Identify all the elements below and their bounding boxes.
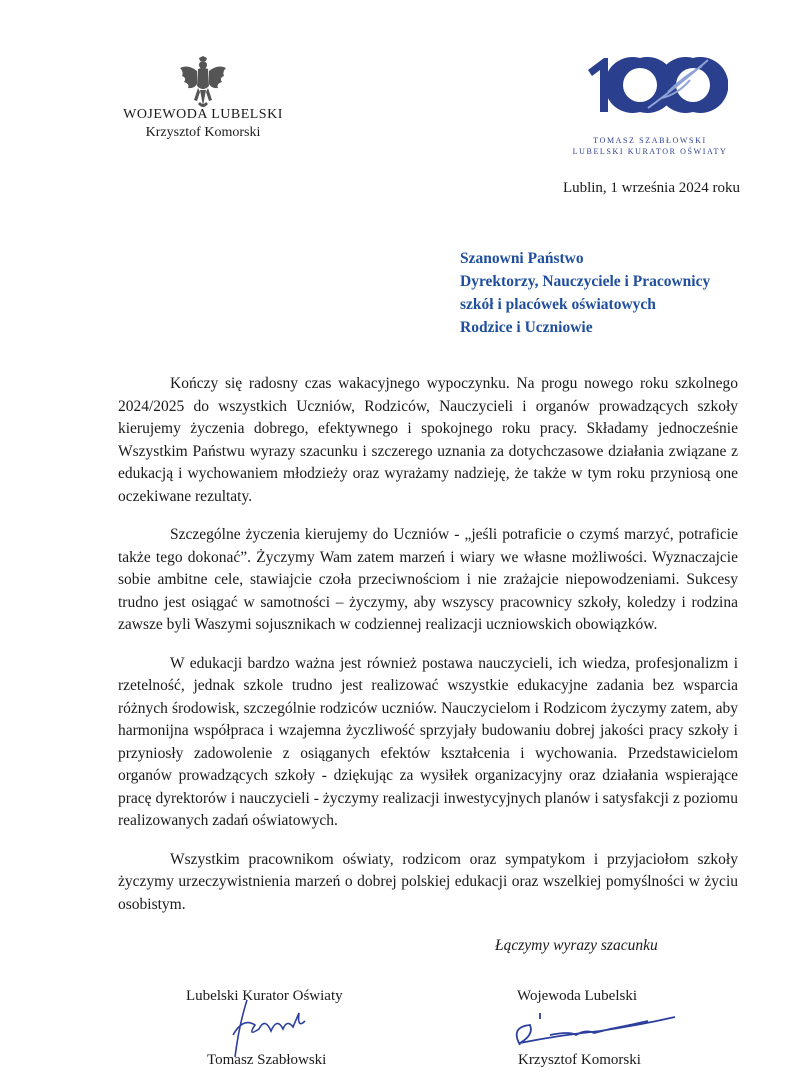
address-line: Rodzice i Uczniowie (460, 319, 593, 336)
address-block (460, 247, 710, 339)
body-paragraph: Wszystkim pracownikom oświaty, rodzicom oraz sympatykom i przyjaciołom szkoły życzymy urzeczywistnienia marzeń o dobrej polskiej edukacji oraz wszelkiej pomyślności w życiu osobistym. (118, 850, 738, 913)
body-paragraph: Kończy się radosny czas wakacyjnego wypoczynku. Na progu nowego roku szkolnego 2024/2025 do wszystkich Uczniów, Rodziców, Nauczycieli i organów prowadzących szkoły kierujemy życzenia dobrego, efektywnego i spokojnego roku pracy. Składamy jednocześnie Wszystkim Państwu wyrazy szacunku i szczerego uznania za dotychczasowe działania związane z edukacją i wychowaniem młodzieży oraz wyrażamy nadzieję, że także w tym roku przyniosą one oczekiwane rezultaty. (118, 375, 738, 505)
body-paragraph: W edukacji bardzo ważna jest również postawa nauczycieli, ich wiedza, profesjonalizm i rzetelność, jednak szkole trudno jest realizować wszystkie edukacyjne zadania bez wsparcia różnych środowisk, szczególnie rodziców uczniów. Nauczycielom i Rodzicom życzymy zatem, aby harmonijna współpraca i wzajemna życzliwość sprzyjały budowaniu dobrej jakości pracy szkoły i przyniosły zadowolenie z osiąganych efektów kształcenia i wychowania. Przedstawicielom organów prowadzących szkoły - dziękując za wysiłek organizacyjny oraz działania wspierające pracę dyrektorów i nauczycieli - życzymy realizacji inwestycyjnych planów i satysfakcji z poziomu realizowanych zadań oświatowych. (118, 654, 738, 829)
issuer-name: Krzysztof Komorski (145, 125, 261, 140)
address-line: Dyrektorzy, Nauczyciele i Pracownicy (460, 273, 711, 290)
closing-line: Łączymy wyrazy szacunku (495, 937, 658, 954)
letter-body (118, 373, 738, 932)
right-signatory-role: Wojewoda Lubelski (517, 988, 638, 1004)
address-line: Szanowni Państwo (460, 250, 584, 267)
issuer-block (118, 106, 288, 142)
logo-line-2: LUBELSKI KURATOR OŚWIATY (572, 147, 728, 156)
right-signatory-name: Krzysztof Komorski (518, 1052, 641, 1068)
issuer-title: WOJEWODA LUBELSKI (123, 107, 283, 122)
address-line: szkół i placówek oświatowych (460, 296, 656, 313)
eagle-emblem-icon (178, 56, 228, 112)
letter-date: Lublin, 1 września 2024 roku (562, 180, 740, 196)
body-paragraph: Szczególne życzenia kierujemy do Uczniów - „jeśli potraficie o czymś marzyć, potraficie także tego dokonać”. Życzymy Wam zatem marzeń i wiary we własne możliwości. Wyznaczajcie sobie ambitne cele, stawiajcie czoła przeciwnościom i nie zrażajcie niepowodzeniami. Sukcesy trudno jest osiągać w samotności – życzymy, aby wszyscy pracownicy szkoły, koledzy i rodzina zawsze byli Waszymi sojusznikach w codziennej realizacji uczniowskich obowiązków. (118, 526, 738, 633)
left-signatory-role: Lubelski Kurator Oświaty (186, 988, 343, 1004)
logo-line-1: TOMASZ SZABŁOWSKI (593, 136, 707, 145)
logo-caption (565, 135, 735, 157)
left-signatory-name: Tomasz Szabłowski (207, 1052, 327, 1068)
